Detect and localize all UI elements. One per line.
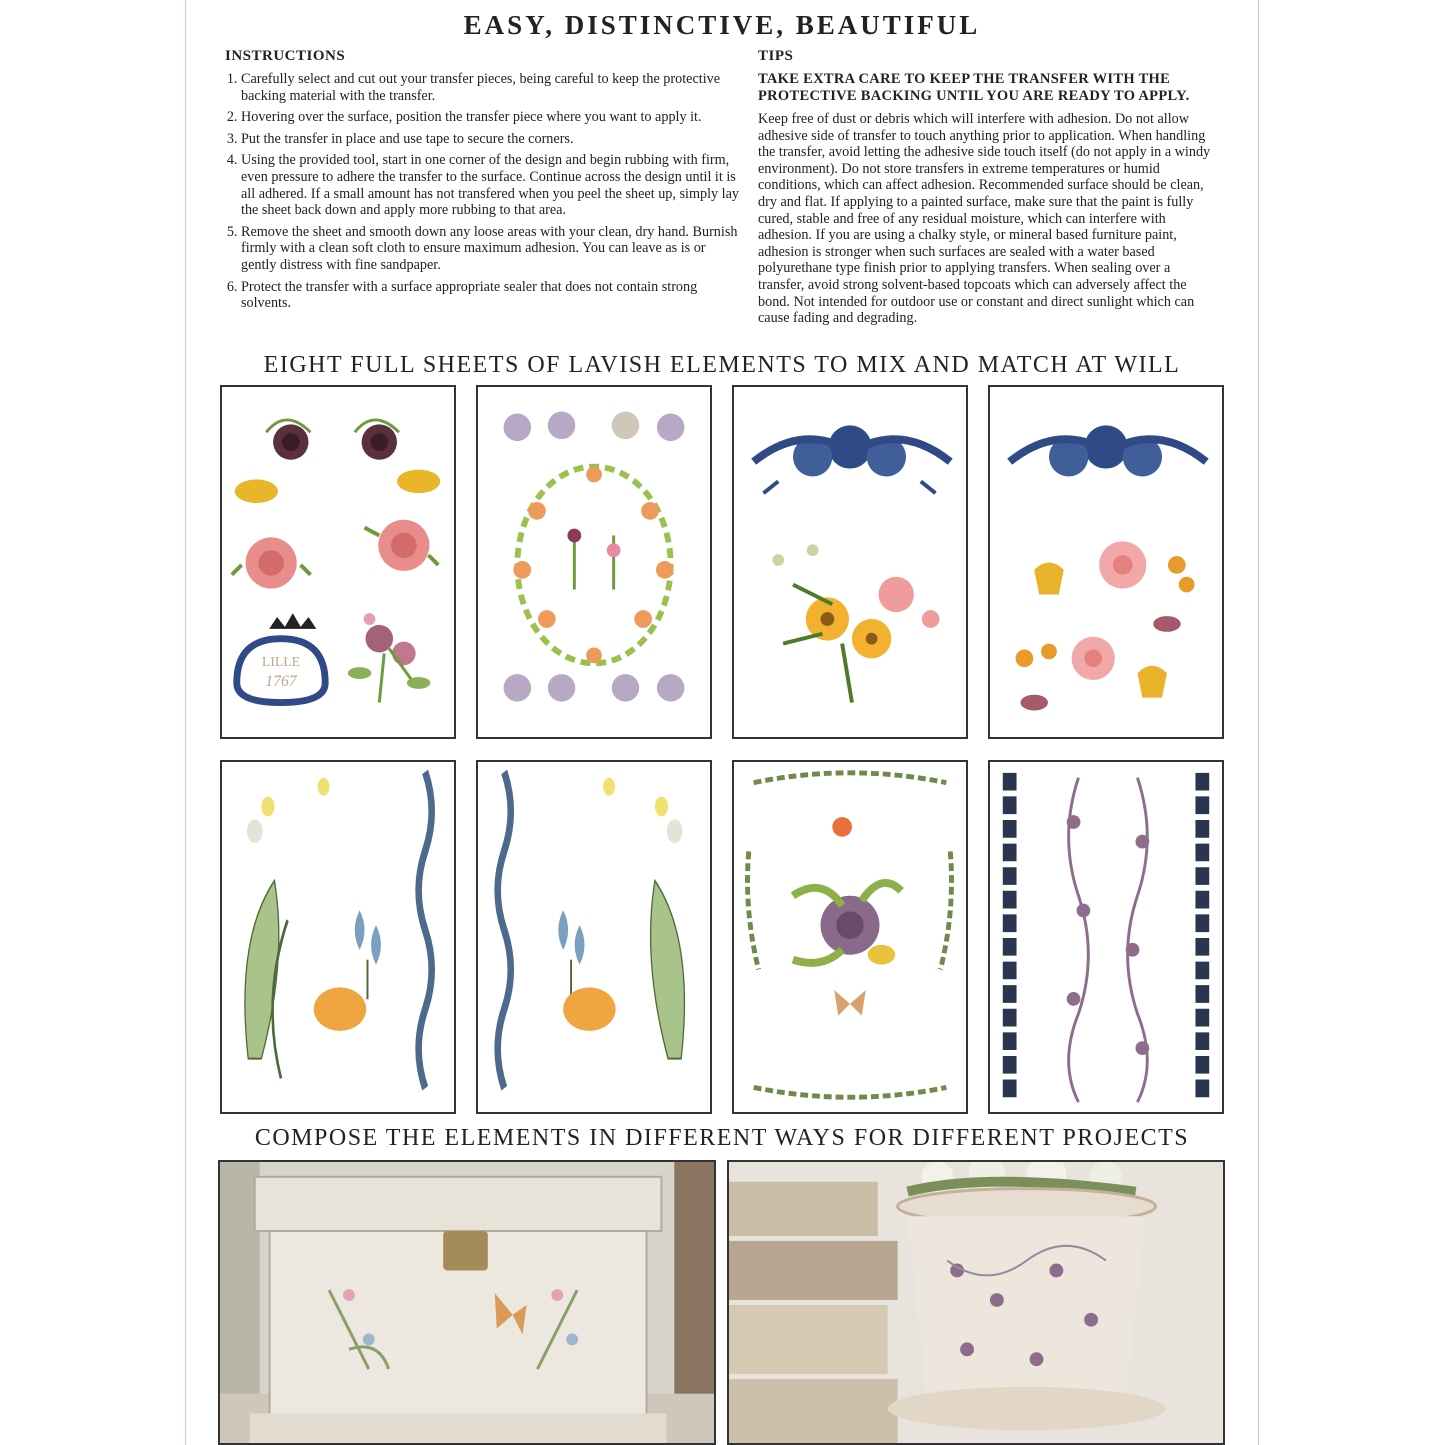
tips-emphasis: TAKE EXTRA CARE TO KEEP THE TRANSFER WITH THE PROTECTIVE BACKING UNTIL YOU ARE READY TO APPLY. <box>758 71 1190 104</box>
stacked-books-icon <box>729 1182 898 1443</box>
sheet-roses-lille <box>220 385 456 739</box>
orange-tulip-icon <box>563 987 615 1031</box>
blue-bellflower-icon <box>558 910 584 999</box>
blue-bouquet-icon <box>754 425 951 493</box>
sheet-blue-bouquet-daisies <box>732 385 968 739</box>
blue-bouquet-icon <box>1010 425 1207 476</box>
tips-heading: TIPS <box>758 48 794 64</box>
instruction-step: 4. Using the provided tool, start in one corner of the design and begin rubbing with firm, even pressure to adhere the transfer to the surface. Continue across the design until it is all adhered. If a small amount has not transfered when you peel the sheet up, simply lay the sheet back down and apply more rubbing to that area. <box>241 152 740 218</box>
svg-text:LILLE: LILLE <box>261 654 301 670</box>
butterfly-icon <box>834 990 865 1016</box>
sheet-acanthus-left <box>220 760 456 1114</box>
blue-bellflower-icon <box>355 910 381 999</box>
sheets-heading: EIGHT FULL SHEETS OF LAVISH ELEMENTS TO MIX AND MATCH AT WILL <box>263 352 1181 378</box>
projects-heading: COMPOSE THE ELEMENTS IN DIFFERENT WAYS FOR DIFFERENT PROJECTS <box>254 1125 1190 1151</box>
photo-flower-pot <box>727 1160 1225 1445</box>
instruction-step: 5. Remove the sheet and smooth down any loose areas with your clean, dry hand. Burnish firmly with a clean soft cloth to ensure maximum adhesion. You can leave as is or gently distress with fine sandpaper. <box>241 224 740 274</box>
pink-rose-icon <box>232 520 438 589</box>
pink-rose-icon <box>1072 541 1147 680</box>
acanthus-leaf-icon <box>245 881 288 1079</box>
instruction-step: 2. Hovering over the surface, position the transfer piece where you want to apply it. <box>241 109 740 126</box>
instructions-heading: INSTRUCTIONS <box>225 48 346 64</box>
yellow-flower-icon <box>603 778 682 843</box>
yellow-flower-icon <box>247 778 330 843</box>
instructions-column <box>225 48 740 317</box>
yellow-tulip-icon <box>235 470 440 503</box>
crown-cartouche-icon <box>237 613 325 702</box>
instructions-list <box>225 71 740 312</box>
mixed-bouquet-icon <box>348 613 431 702</box>
orange-tulip-icon <box>314 987 366 1031</box>
sheet-garland-butterfly <box>732 760 968 1114</box>
tips-body: Keep free of dust or debris which will interfere with adhesion. Do not allow adhesive side of transfer to touch anything prior to application. When handling the transfer, avoid letting the adhesive side touch itself (do not apply in a windy environment). Do not store transfers in extreme temperatures or humid conditions, which can affect adhesion. Recommended surface should be clean, dry and flat. If applying to a painted surface, make sure that the paint is fully cured, stable and free of any residual moisture, which can interfere with adhesion. If you are using a chalky style, or mineral based furniture paint, adhesion is stronger when such surfaces are sealed with a water based polyurethane type finish prior to applying transfers. When sealing over a transfer, avoid strong solvent-based topcoats which can adversely affect the bond. Not intended for outdoor use or constant and direct sunlight which can cause fading and degrading. <box>758 111 1211 327</box>
sheet-purple-vines <box>988 760 1224 1114</box>
wreath-icon <box>513 467 673 664</box>
purple-vine-icon <box>1067 778 1150 1102</box>
dark-rose-icon <box>266 420 399 460</box>
center-sprigs-icon <box>567 529 620 590</box>
daisy-bouquet-icon <box>772 544 939 702</box>
flower-pot-icon <box>888 1189 1166 1431</box>
navy-scroll-border-icon <box>1010 773 1203 1101</box>
photo-painted-box <box>218 1160 716 1445</box>
page-title: EASY, DISTINCTIVE, BEAUTIFUL <box>463 10 981 40</box>
blue-border-vine-icon <box>419 772 432 1088</box>
tips-column <box>758 48 1220 327</box>
blue-border-vine-icon <box>498 772 511 1088</box>
instruction-step: 6. Protect the transfer with a surface appropriate sealer that does not contain strong solvents. <box>241 279 740 312</box>
peony-bouquet-icon <box>793 883 901 965</box>
acanthus-leaf-icon <box>651 881 685 1059</box>
instruction-step: 3. Put the transfer in place and use tape to secure the corners. <box>241 131 740 148</box>
instruction-step: 1. Carefully select and cut out your transfer pieces, being careful to keep the protective backing material with the transfer. <box>241 71 740 104</box>
svg-text:1767: 1767 <box>265 672 297 690</box>
sheet-blue-bouquet-pink-roses <box>988 385 1224 739</box>
sheet-floral-wreath <box>476 385 712 739</box>
orange-lily-icon <box>832 817 852 837</box>
wooden-box-icon <box>250 1177 667 1443</box>
sheet-acanthus-right <box>476 760 712 1114</box>
